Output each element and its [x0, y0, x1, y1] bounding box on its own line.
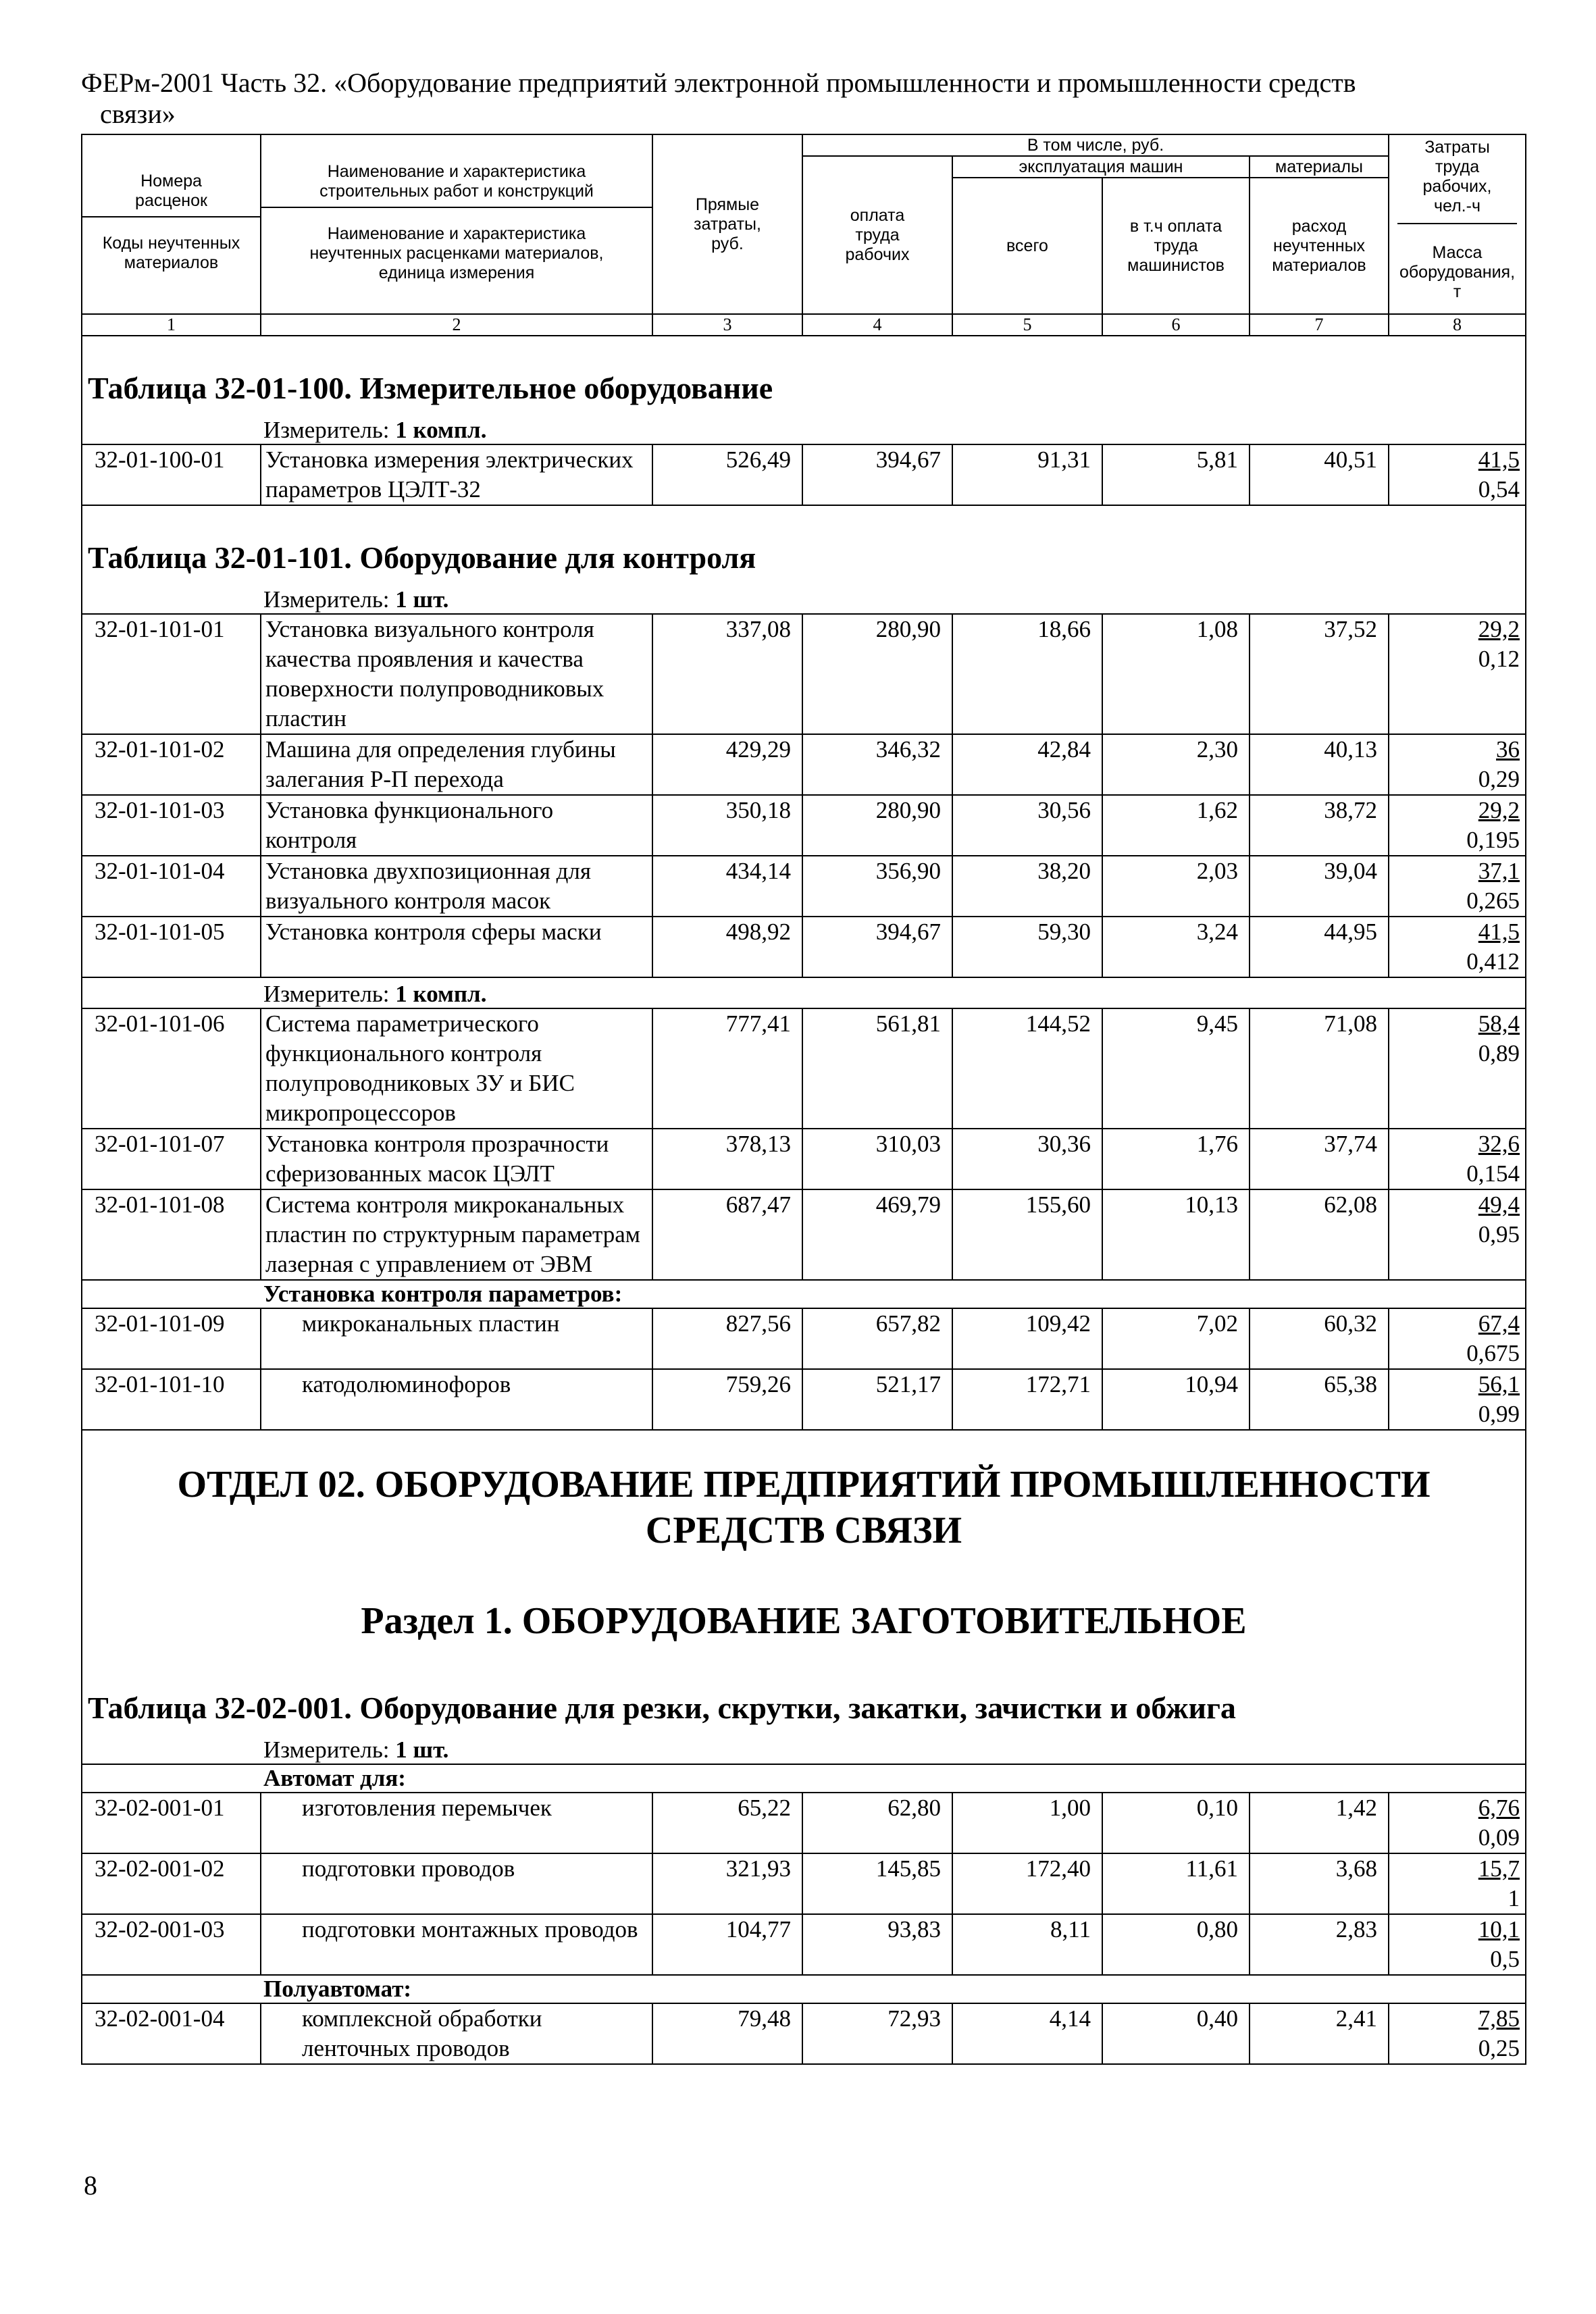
- direct-costs: 337,08: [652, 614, 802, 734]
- header-direct-costs: Прямые затраты, руб.: [652, 134, 802, 314]
- table-row: [82, 795, 1526, 856]
- column-number: 1: [82, 314, 261, 336]
- column-number: 5: [952, 314, 1102, 336]
- labor-mass: [1389, 1189, 1526, 1280]
- department-title: ОТДЕЛ 02. ОБОРУДОВАНИЕ ПРЕДПРИЯТИЙ ПРОМЫШЛЕННОСТИ СРЕДСТВ СВЯЗИ: [82, 1430, 1526, 1567]
- table-row: [82, 2003, 1526, 2064]
- page-number: 8: [84, 2170, 97, 2201]
- materials-cost: 40,13: [1250, 734, 1389, 795]
- rate-code: 32-02-001-02: [82, 1853, 261, 1914]
- materials-cost: 1,42: [1250, 1793, 1389, 1853]
- header-machinists: в т.ч оплата труда машинистов: [1102, 178, 1250, 314]
- direct-costs: 429,29: [652, 734, 802, 795]
- equipment-mass: 0,265: [1466, 888, 1520, 914]
- labor-pay: 62,80: [802, 1793, 952, 1853]
- equipment-mass: 1: [1508, 1885, 1520, 1911]
- materials-cost: 65,38: [1250, 1369, 1389, 1430]
- column-number: 7: [1250, 314, 1389, 336]
- machines-total: 42,84: [952, 734, 1102, 795]
- machinists-pay: 0,10: [1102, 1793, 1250, 1853]
- equipment-mass: 0,54: [1478, 476, 1520, 503]
- labor-costs: 7,85: [1478, 2005, 1520, 2032]
- machinists-pay: 2,03: [1102, 856, 1250, 917]
- direct-costs: 104,77: [652, 1914, 802, 1975]
- machines-total: 109,42: [952, 1308, 1102, 1369]
- materials-cost: 37,74: [1250, 1129, 1389, 1189]
- table-row: [82, 734, 1526, 795]
- machines-total: 155,60: [952, 1189, 1102, 1280]
- materials-cost: 44,95: [1250, 917, 1389, 977]
- group-label: Полуавтомат:: [82, 1975, 1526, 2003]
- direct-costs: 65,22: [652, 1793, 802, 1853]
- machinists-pay: 10,94: [1102, 1369, 1250, 1430]
- table-row: [82, 1008, 1526, 1129]
- machines-total: 1,00: [952, 1793, 1102, 1853]
- direct-costs: 759,26: [652, 1369, 802, 1430]
- rate-code: 32-02-001-03: [82, 1914, 261, 1975]
- table-row: [82, 917, 1526, 977]
- rows-table-100: [82, 444, 1526, 505]
- table-row: [82, 1369, 1526, 1430]
- labor-mass: [1389, 1308, 1526, 1369]
- labor-pay: 521,17: [802, 1369, 952, 1430]
- labor-mass: [1389, 1793, 1526, 1853]
- header-row-1: [82, 134, 1526, 156]
- header-rates-codes: Номера расценок Коды неучтенных материалов: [82, 134, 261, 314]
- header-line-2: связи»: [100, 99, 176, 129]
- machines-total: 30,36: [952, 1129, 1102, 1189]
- table-title: Таблица 32-01-100. Измерительное оборудование: [82, 336, 1526, 414]
- direct-costs: 827,56: [652, 1308, 802, 1369]
- section-title: Раздел 1. ОБОРУДОВАНИЕ ЗАГОТОВИТЕЛЬНОЕ: [82, 1567, 1526, 1656]
- labor-costs: 15,7: [1478, 1855, 1520, 1882]
- labor-pay: 469,79: [802, 1189, 952, 1280]
- group-label: Автомат для:: [82, 1764, 1526, 1793]
- materials-cost: 71,08: [1250, 1008, 1389, 1129]
- labor-costs: 32,6: [1478, 1131, 1520, 1157]
- table-row: [82, 1189, 1526, 1280]
- rate-code: 32-01-101-02: [82, 734, 261, 795]
- machinists-pay: 2,30: [1102, 734, 1250, 795]
- labor-mass: [1389, 917, 1526, 977]
- rows-table-101-a: [82, 614, 1526, 977]
- direct-costs: 526,49: [652, 444, 802, 505]
- labor-pay: 657,82: [802, 1308, 952, 1369]
- header-line-1: ФЕРм-2001 Часть 32. «Оборудование предприятий электронной промышленности и промышленности средств: [81, 68, 1356, 98]
- machines-total: 8,11: [952, 1914, 1102, 1975]
- table-title: Таблица 32-01-101. Оборудование для контроля: [82, 505, 1526, 584]
- table-title-row: [82, 336, 1526, 414]
- header-materials: материалы: [1250, 156, 1389, 178]
- rate-name: комплексной обработки ленточных проводов: [261, 2003, 652, 2064]
- department-row: [82, 1430, 1526, 1567]
- labor-costs: 10,1: [1478, 1916, 1520, 1943]
- direct-costs: 434,14: [652, 856, 802, 917]
- rate-name: Система параметрического функционального контроля полупроводниковых ЗУ и БИС микропроцессоров: [261, 1008, 652, 1129]
- labor-mass: [1389, 1853, 1526, 1914]
- labor-costs: 58,4: [1478, 1010, 1520, 1037]
- labor-mass: [1389, 1008, 1526, 1129]
- direct-costs: 79,48: [652, 2003, 802, 2064]
- machinists-pay: 1,76: [1102, 1129, 1250, 1189]
- equipment-mass: 0,412: [1466, 948, 1520, 975]
- table-row: [82, 614, 1526, 734]
- machinists-pay: 3,24: [1102, 917, 1250, 977]
- labor-costs: 41,5: [1478, 446, 1520, 473]
- rate-code: 32-01-100-01: [82, 444, 261, 505]
- unit-line: Измеритель: 1 шт.: [82, 1734, 1526, 1764]
- machinists-pay: 10,13: [1102, 1189, 1250, 1280]
- rate-name: Система контроля микроканальных пластин по структурным параметрам лазерная с управлением от ЭВМ: [261, 1189, 652, 1280]
- column-number: 8: [1389, 314, 1526, 336]
- header-total: всего: [952, 178, 1102, 314]
- rate-name: Установка контроля прозрачности сферизованных масок ЦЭЛТ: [261, 1129, 652, 1189]
- labor-costs: 29,2: [1478, 616, 1520, 642]
- header-machine-operation: эксплуатация машин: [952, 156, 1250, 178]
- direct-costs: 498,92: [652, 917, 802, 977]
- table-row: [82, 444, 1526, 505]
- rate-code: 32-01-101-01: [82, 614, 261, 734]
- table-title: Таблица 32-02-001. Оборудование для резки, скрутки, закатки, зачистки и обжига: [82, 1656, 1526, 1734]
- rows-table-101-c: [82, 1308, 1526, 1430]
- labor-pay: 280,90: [802, 614, 952, 734]
- equipment-mass: 0,5: [1490, 1946, 1520, 1972]
- machines-total: 172,40: [952, 1853, 1102, 1914]
- group-row: [82, 1280, 1526, 1308]
- labor-mass: [1389, 734, 1526, 795]
- header-labor-mass: Затраты труда рабочих, чел.-ч Масса оборудования, т: [1389, 134, 1526, 314]
- equipment-mass: 0,675: [1466, 1340, 1520, 1366]
- machinists-pay: 0,40: [1102, 2003, 1250, 2064]
- direct-costs: 777,41: [652, 1008, 802, 1129]
- materials-cost: 2,83: [1250, 1914, 1389, 1975]
- labor-costs: 6,76: [1478, 1795, 1520, 1821]
- equipment-mass: 0,12: [1478, 646, 1520, 672]
- rate-code: 32-01-101-06: [82, 1008, 261, 1129]
- rate-name: Установка двухпозиционная для визуального контроля масок: [261, 856, 652, 917]
- rate-name: подготовки проводов: [261, 1853, 652, 1914]
- unit-row: [82, 1734, 1526, 1764]
- equipment-mass: 0,154: [1466, 1160, 1520, 1187]
- rate-name: Установка функционального контроля: [261, 795, 652, 856]
- labor-costs: 29,2: [1478, 797, 1520, 823]
- materials-cost: 38,72: [1250, 795, 1389, 856]
- rate-name: изготовления перемычек: [261, 1793, 652, 1853]
- labor-costs: 67,4: [1478, 1310, 1520, 1337]
- labor-costs: 56,1: [1478, 1371, 1520, 1397]
- table-row: [82, 856, 1526, 917]
- rate-code: 32-01-101-07: [82, 1129, 261, 1189]
- rate-code: 32-01-101-04: [82, 856, 261, 917]
- labor-costs: 37,1: [1478, 858, 1520, 884]
- machines-total: 59,30: [952, 917, 1102, 977]
- unit-line: Измеритель: 1 компл.: [82, 414, 1526, 444]
- unit-row: [82, 977, 1526, 1008]
- header-including: В том числе, руб.: [802, 134, 1389, 156]
- column-number: 6: [1102, 314, 1250, 336]
- machines-total: 38,20: [952, 856, 1102, 917]
- labor-mass: [1389, 614, 1526, 734]
- rate-code: 32-01-101-08: [82, 1189, 261, 1280]
- unit-line: Измеритель: 1 компл.: [82, 977, 1526, 1008]
- group-row: [82, 1764, 1526, 1793]
- header-labor-pay: оплата труда рабочих: [802, 156, 952, 314]
- machines-total: 4,14: [952, 2003, 1102, 2064]
- rate-name: подготовки монтажных проводов: [261, 1914, 652, 1975]
- machinists-pay: 9,45: [1102, 1008, 1250, 1129]
- materials-cost: 37,52: [1250, 614, 1389, 734]
- machinists-pay: 0,80: [1102, 1914, 1250, 1975]
- rows-table-101-b: [82, 1008, 1526, 1280]
- machinists-pay: 1,62: [1102, 795, 1250, 856]
- materials-cost: 3,68: [1250, 1853, 1389, 1914]
- machines-total: 172,71: [952, 1369, 1102, 1430]
- machinists-pay: 11,61: [1102, 1853, 1250, 1914]
- labor-mass: [1389, 1129, 1526, 1189]
- table-title-row: [82, 1656, 1526, 1734]
- rate-name: микроканальных пластин: [261, 1308, 652, 1369]
- labor-pay: 394,67: [802, 444, 952, 505]
- machinists-pay: 5,81: [1102, 444, 1250, 505]
- rate-name: Установка измерения электрических параметров ЦЭЛТ-32: [261, 444, 652, 505]
- header-names: Наименование и характеристика строительных работ и конструкций Наименование и характеристика неучтенных расценками материалов, единица измерения: [261, 134, 652, 314]
- materials-cost: 39,04: [1250, 856, 1389, 917]
- machines-total: 144,52: [952, 1008, 1102, 1129]
- group-label: Установка контроля параметров:: [82, 1280, 1526, 1308]
- rate-code: 32-01-101-10: [82, 1369, 261, 1430]
- table-title-row: [82, 505, 1526, 584]
- labor-costs: 41,5: [1478, 919, 1520, 945]
- labor-costs: 49,4: [1478, 1191, 1520, 1218]
- labor-mass: [1389, 795, 1526, 856]
- rate-name: Машина для определения глубины залегания Р-П перехода: [261, 734, 652, 795]
- rows-table-201-a: [82, 1793, 1526, 1975]
- rate-code: 32-02-001-04: [82, 2003, 261, 2064]
- equipment-mass: 0,195: [1466, 827, 1520, 853]
- direct-costs: 321,93: [652, 1853, 802, 1914]
- page-header: [81, 68, 1513, 130]
- rate-code: 32-01-101-05: [82, 917, 261, 977]
- labor-pay: 310,03: [802, 1129, 952, 1189]
- labor-pay: 72,93: [802, 2003, 952, 2064]
- equipment-mass: 0,89: [1478, 1040, 1520, 1066]
- labor-pay: 356,90: [802, 856, 952, 917]
- rate-code: 32-02-001-01: [82, 1793, 261, 1853]
- labor-pay: 394,67: [802, 917, 952, 977]
- labor-mass: [1389, 856, 1526, 917]
- labor-mass: [1389, 1914, 1526, 1975]
- column-number: 3: [652, 314, 802, 336]
- table-row: [82, 1308, 1526, 1369]
- machines-total: 91,31: [952, 444, 1102, 505]
- labor-pay: 280,90: [802, 795, 952, 856]
- rows-table-201-b: [82, 2003, 1526, 2064]
- table-row: [82, 1793, 1526, 1853]
- table-row: [82, 1853, 1526, 1914]
- column-number: 2: [261, 314, 652, 336]
- unit-row: [82, 414, 1526, 444]
- labor-costs: 36: [1496, 736, 1520, 763]
- rates-table: [81, 134, 1526, 2065]
- labor-pay: 93,83: [802, 1914, 952, 1975]
- labor-pay: 145,85: [802, 1853, 952, 1914]
- table-row: [82, 1914, 1526, 1975]
- labor-pay: 346,32: [802, 734, 952, 795]
- materials-cost: 60,32: [1250, 1308, 1389, 1369]
- direct-costs: 687,47: [652, 1189, 802, 1280]
- unit-line: Измеритель: 1 шт.: [82, 584, 1526, 614]
- rate-code: 32-01-101-09: [82, 1308, 261, 1369]
- column-numbers-row: [82, 314, 1526, 336]
- machines-total: 18,66: [952, 614, 1102, 734]
- machinists-pay: 1,08: [1102, 614, 1250, 734]
- group-row: [82, 1975, 1526, 2003]
- equipment-mass: 0,99: [1478, 1401, 1520, 1427]
- labor-mass: [1389, 2003, 1526, 2064]
- column-number: 4: [802, 314, 952, 336]
- materials-cost: 40,51: [1250, 444, 1389, 505]
- materials-cost: 62,08: [1250, 1189, 1389, 1280]
- unit-row: [82, 584, 1526, 614]
- rate-name: Установка визуального контроля качества проявления и качества поверхности полупроводниковых пластин: [261, 614, 652, 734]
- equipment-mass: 0,95: [1478, 1221, 1520, 1248]
- rate-code: 32-01-101-03: [82, 795, 261, 856]
- materials-cost: 2,41: [1250, 2003, 1389, 2064]
- direct-costs: 378,13: [652, 1129, 802, 1189]
- labor-mass: [1389, 444, 1526, 505]
- labor-pay: 561,81: [802, 1008, 952, 1129]
- machinists-pay: 7,02: [1102, 1308, 1250, 1369]
- equipment-mass: 0,09: [1478, 1824, 1520, 1851]
- equipment-mass: 0,29: [1478, 766, 1520, 792]
- rate-name: катодолюминофоров: [261, 1369, 652, 1430]
- equipment-mass: 0,25: [1478, 2035, 1520, 2061]
- labor-mass: [1389, 1369, 1526, 1430]
- table-row: [82, 1129, 1526, 1189]
- header-unaccounted-materials: расход неучтенных материалов: [1250, 178, 1389, 314]
- section-row: [82, 1567, 1526, 1656]
- direct-costs: 350,18: [652, 795, 802, 856]
- machines-total: 30,56: [952, 795, 1102, 856]
- rate-name: Установка контроля сферы маски: [261, 917, 652, 977]
